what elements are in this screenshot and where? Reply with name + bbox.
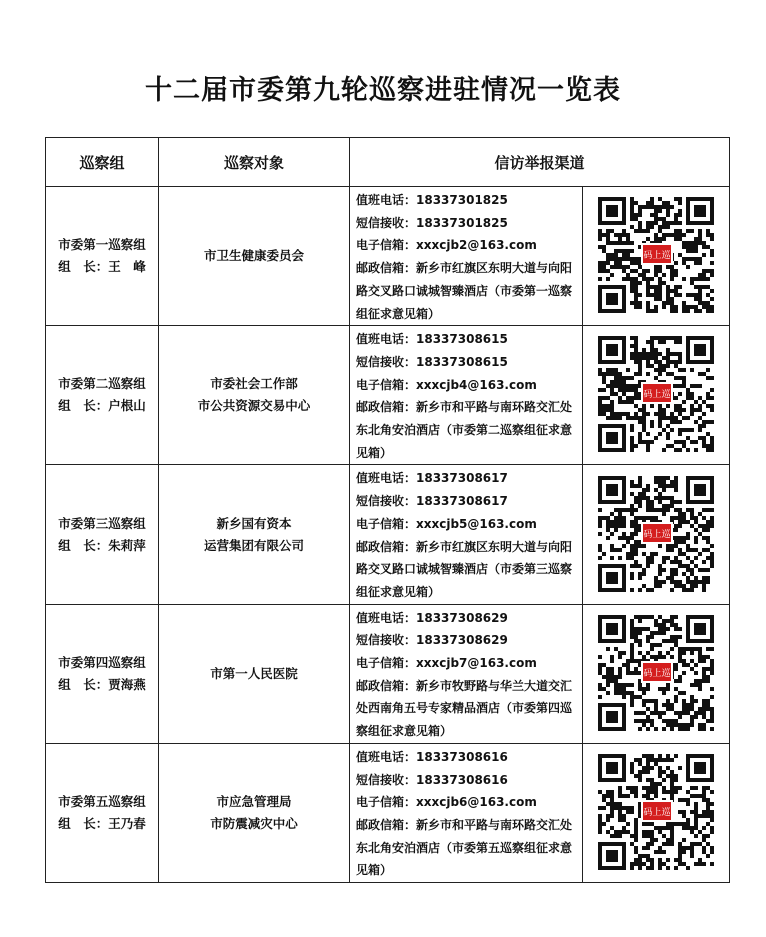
qr-cell xyxy=(583,604,730,743)
qr-cell xyxy=(583,187,730,326)
header-group: 巡察组 xyxy=(46,138,159,187)
group-name: 市委第三巡察组 xyxy=(58,515,146,531)
qr-cell xyxy=(583,465,730,604)
target-name: 市委社会工作部 xyxy=(210,376,298,392)
group-cell xyxy=(46,743,159,882)
group-cell xyxy=(46,604,159,743)
header-channel: 信访举报渠道 xyxy=(350,138,730,187)
group-leader: 组 长：王 峰 xyxy=(58,259,146,275)
table-row xyxy=(46,187,730,326)
group-name: 市委第二巡察组 xyxy=(58,376,146,392)
qr-badge: 码上巡 xyxy=(641,243,673,265)
group-leader: 组 长：贾海燕 xyxy=(58,676,146,692)
sms-number: 短信接收：18337308617 xyxy=(356,494,508,509)
qr-code-icon[interactable] xyxy=(594,193,718,317)
target-name: 市公共资源交易中心 xyxy=(197,398,311,414)
contact-cell xyxy=(350,743,583,882)
email-address: 电子信箱：xxxcjb5@163.com xyxy=(356,516,537,531)
group-name: 市委第一巡察组 xyxy=(58,237,146,253)
group-name: 市委第五巡察组 xyxy=(58,793,146,809)
contact-cell xyxy=(350,604,583,743)
postal-address: 邮政信箱：新乡市和平路与南环路交汇处东北角安泊酒店（市委第二巡察组征求意见箱） xyxy=(356,400,573,460)
qr-code-icon[interactable] xyxy=(594,332,718,456)
page-title: 十二届市委第九轮巡察进驻情况一览表 xyxy=(145,75,621,106)
target-cell xyxy=(159,465,350,604)
inspection-table xyxy=(45,137,730,883)
table-row xyxy=(46,326,730,465)
duty-phone: 值班电话：18337308615 xyxy=(356,332,508,347)
postal-address: 邮政信箱：新乡市红旗区东明大道与向阳路交叉路口诚城智臻酒店（市委第三巡察组征求意见箱） xyxy=(356,539,573,599)
target-name: 市防震减灾中心 xyxy=(210,815,298,831)
group-leader: 组 长：户根山 xyxy=(58,398,146,414)
group-cell xyxy=(46,187,159,326)
target-cell xyxy=(159,743,350,882)
sms-number: 短信接收：18337308616 xyxy=(356,772,508,787)
duty-phone: 值班电话：18337308617 xyxy=(356,471,508,486)
contact-cell xyxy=(350,465,583,604)
email-address: 电子信箱：xxxcjb6@163.com xyxy=(356,795,537,810)
target-name: 运营集团有限公司 xyxy=(203,537,304,553)
qr-code-icon[interactable] xyxy=(594,750,718,874)
target-cell xyxy=(159,604,350,743)
email-address: 电子信箱：xxxcjb4@163.com xyxy=(356,377,537,392)
table-row xyxy=(46,743,730,882)
group-cell xyxy=(46,465,159,604)
postal-address: 邮政信箱：新乡市和平路与南环路交汇处东北角安泊酒店（市委第五巡察组征求意见箱） xyxy=(356,817,573,878)
target-name: 市第一人民医院 xyxy=(210,665,298,681)
duty-phone: 值班电话：18337308629 xyxy=(356,610,508,625)
duty-phone: 值班电话：18337301825 xyxy=(356,193,508,207)
table-row xyxy=(46,604,730,743)
target-name: 新乡国有资本 xyxy=(216,515,292,531)
target-name: 市应急管理局 xyxy=(216,793,292,809)
qr-cell xyxy=(583,743,730,882)
qr-badge: 码上巡 xyxy=(641,800,673,822)
sms-number: 短信接收：18337308615 xyxy=(356,354,508,369)
group-name: 市委第四巡察组 xyxy=(58,654,146,670)
postal-address: 邮政信箱：新乡市牧野路与华兰大道交汇处西南角五号专家精品酒店（市委第四巡察组征求意见箱） xyxy=(356,678,573,739)
qr-cell xyxy=(583,326,730,465)
header-target: 巡察对象 xyxy=(159,138,350,187)
qr-badge: 码上巡 xyxy=(641,522,673,544)
email-address: 电子信箱：xxxcjb7@163.com xyxy=(356,656,537,671)
target-cell xyxy=(159,326,350,465)
table-row xyxy=(46,465,730,604)
sms-number: 短信接收：18337308629 xyxy=(356,633,508,648)
group-leader: 组 长：王乃春 xyxy=(58,815,146,831)
contact-cell xyxy=(350,326,583,465)
qr-code-icon[interactable] xyxy=(594,611,718,735)
duty-phone: 值班电话：18337308616 xyxy=(356,749,508,764)
group-leader: 组 长：朱莉萍 xyxy=(58,537,146,553)
contact-cell xyxy=(350,187,583,326)
qr-badge: 码上巡 xyxy=(641,382,673,404)
qr-badge: 码上巡 xyxy=(641,661,673,683)
table-header-row xyxy=(46,138,730,187)
sms-number: 短信接收：18337301825 xyxy=(356,215,508,230)
email-address: 电子信箱：xxxcjb2@163.com xyxy=(356,238,537,253)
qr-code-icon[interactable] xyxy=(594,472,718,596)
group-cell xyxy=(46,326,159,465)
target-name: 市卫生健康委员会 xyxy=(203,248,304,264)
target-cell xyxy=(159,187,350,326)
postal-address: 邮政信箱：新乡市红旗区东明大道与向阳路交叉路口诚城智臻酒店（市委第一巡察组征求意见箱） xyxy=(356,261,573,321)
